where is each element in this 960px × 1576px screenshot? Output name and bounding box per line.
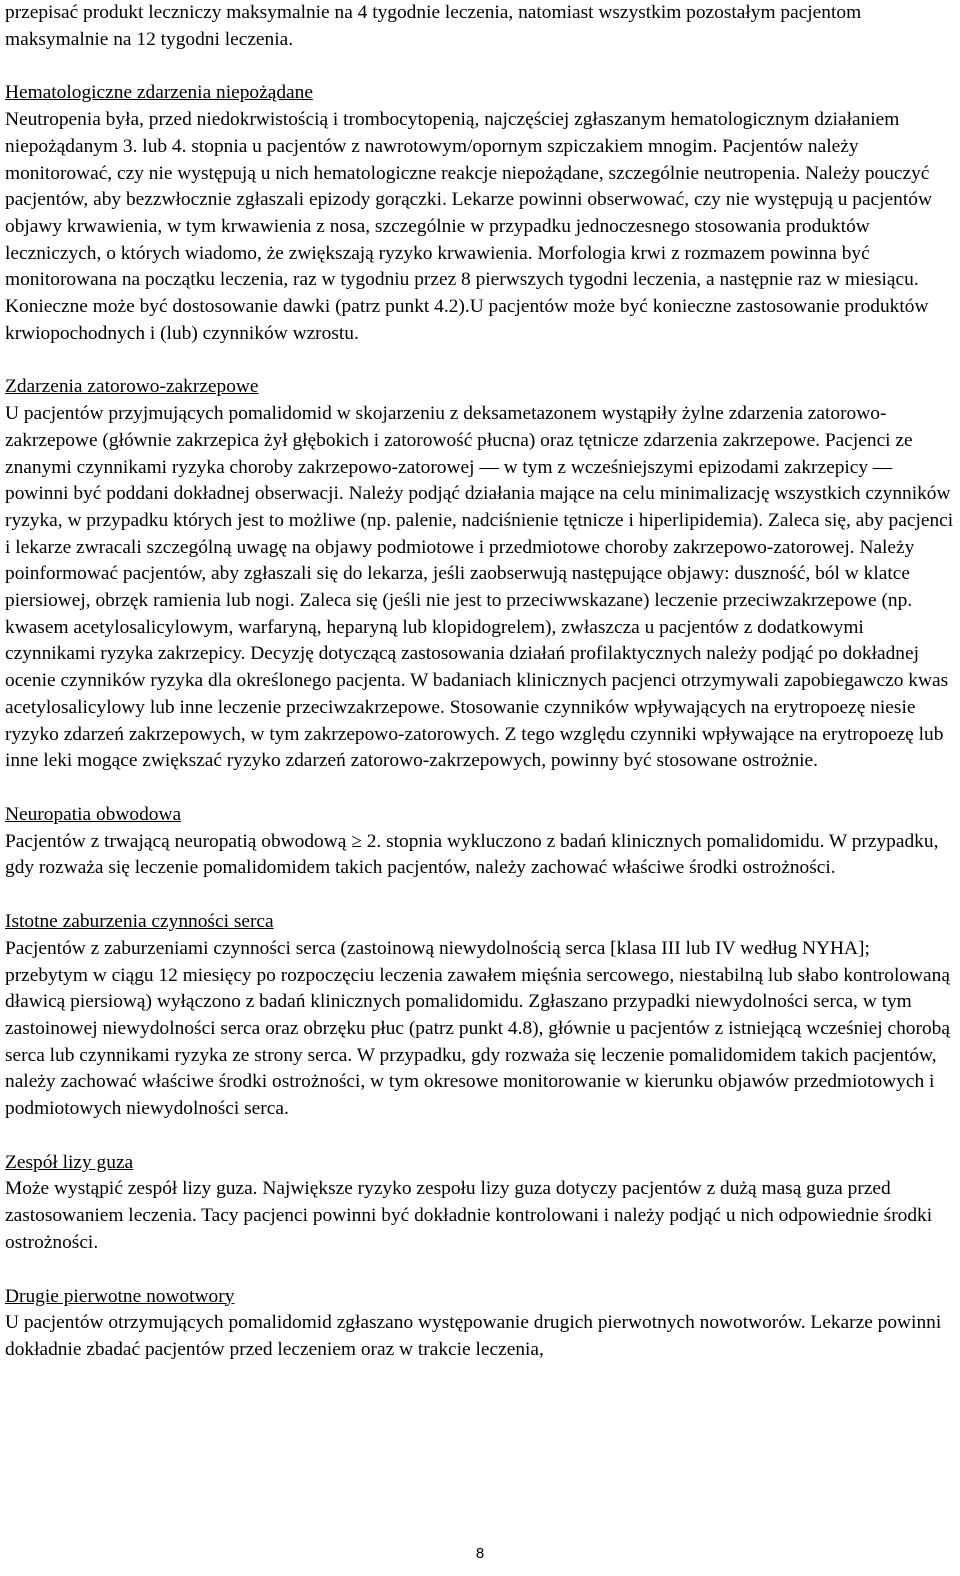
section-thromboembolic bbox=[5, 374, 955, 775]
section-cardiac bbox=[5, 909, 955, 1123]
section-heading: Zespół lizy guza bbox=[5, 1151, 134, 1173]
section-body: Neutropenia była, przed niedokrwistością i trombocytopenią, najczęściej zgłaszanym hematologicznym działaniem niepożądanym 3. lub 4. stopnia u pacjentów z nawrotowym/opornym szpiczakiem mnogim. Pacjentów należy monitorować, czy nie występują u nich hematologiczne reakcje niepożądane, szczególnie neutropenia. Należy pouczyć pacjentów, aby bezzwłocznie zgłaszali epizody gorączki. Lekarze powinni obserwować, czy nie występują u pacjentów objawy krwawienia, w tym krwawienia z nosa, szczególnie w przypadku jednoczesnego stosowania produktów leczniczych, o których wiadomo, że zwiększają ryzyko krwawienia. Morfologia krwi z rozmazem powinna być monitorowana na początku leczenia, raz w tygodniu przez 8 pierwszych tygodni leczenia, a następnie raz w miesiącu. Konieczne może być dostosowanie dawki (patrz punkt 4.2).U pacjentów może być konieczne zastosowanie produktów krwiopochodnych i (lub) czynników wzrostu. bbox=[5, 109, 932, 344]
intro-paragraph: przepisać produkt leczniczy maksymalnie na 4 tygodnie leczenia, natomiast wszystkim pozostałym pacjentom maksymalnie na 12 tygodni leczenia. bbox=[5, 2, 862, 50]
section-body: Pacjentów z trwającą neuropatią obwodową ≥ 2. stopnia wykluczono z badań klinicznych pomalidomidu. W przypadku, gdy rozważa się leczenie pomalidomidem takich pacjentów, należy zachować właściwe środki ostrożności. bbox=[5, 830, 939, 879]
page-number: 8 bbox=[475, 1545, 485, 1562]
section-body: Pacjentów z zaburzeniami czynności serca (zastoinową niewydolnością serca [klasa III lub IV według NYHA]; przebytym w ciągu 12 miesięcy po rozpoczęciu leczenia zawałem mięśnia sercowego, niestabilną lub słabo kontrolowaną dławicą piersiową) wyłączono z badań klinicznych pomalidomidu. Zgłaszano przypadki niewydolności serca, w tym zastoinowej niewydolności serca oraz obrzęku płuc (patrz punkt 4.8), głównie u pacjentów z istniejącą wcześniej chorobą serca lub czynnikami ryzyka ze strony serca. W przypadku, gdy rozważa się leczenie pomalidomidem takich pacjentów, należy zachować właściwe środki ostrożności, w tym okresowe monitorowanie w kierunku objawów przedmiotowych i podmiotowych niewydolności serca. bbox=[5, 937, 950, 1120]
section-body: U pacjentów przyjmujących pomalidomid w skojarzeniu z deksametazonem wystąpiły żylne zdarzenia zatorowo-zakrzepowe (głównie zakrzepica żył głębokich i zatorowość płucna) oraz tętnicze zdarzenia zakrzepowe. Pacjenci ze znanymi czynnikami ryzyka choroby zakrzepowo-zatorowej — w tym z wcześniejszymi epizodami zakrzepicy — powinni być poddani dokładnej obserwacji. Należy podjąć działania mające na celu minimalizację wszystkich czynników ryzyka, w przypadku których jest to możliwe (np. palenie, nadciśnienie tętnicze i hiperlipidemia). Zaleca się, aby pacjenci i lekarze zwracali szczególną uwagę na objawy podmiotowe i przedmiotowe choroby zakrzepowo-zatorowej. Należy poinformować pacjentów, aby zgłaszali się do lekarza, jeśli zaobserwują następujące objawy: duszność, ból w klatce piersiowej, obrzęk ramienia lub nogi. Zaleca się (jeśli nie jest to przeciwwskazane) leczenie przeciwzakrzepowe (np. kwasem acetylosalicylowym, warfaryną, heparyną lub klopidogrelem), zwłaszcza u pacjentów z dodatkowymi czynnikami ryzyka zakrzepicy. Decyzję dotyczącą zastosowania działań profilaktycznych należy podjąć po dokładnej ocenie czynników ryzyka dla określonego pacjenta. W badaniach klinicznych pacjenci otrzymywali zapobiegawczo kwas acetylosalicylowy lub inne leczenie przeciwzakrzepowe. Stosowanie czynników wpływających na erytropoezę niesie ryzyko zdarzeń zakrzepowych, w tym zakrzepowo-zatorowych. Z tego względu czynniki wpływające na erytropoezę lub inne leki mogące zwiększać ryzyko zdarzeń zatorowo-zakrzepowych, powinny być stosowane ostrożnie. bbox=[5, 403, 954, 772]
section-tumor-lysis bbox=[5, 1150, 955, 1257]
section-heading: Zdarzenia zatorowo-zakrzepowe bbox=[5, 376, 259, 398]
section-second-primary bbox=[5, 1284, 955, 1364]
section-heading: Istotne zaburzenia czynności serca bbox=[5, 911, 274, 933]
section-body: U pacjentów otrzymujących pomalidomid zgłaszano występowanie drugich pierwotnych nowotworów. Lekarze powinni dokładnie zbadać pacjentów przed leczeniem oraz w trakcie leczenia, bbox=[5, 1312, 942, 1360]
section-neuropathy bbox=[5, 802, 955, 882]
section-heading: Hematologiczne zdarzenia niepożądane bbox=[5, 82, 313, 104]
section-heading: Drugie pierwotne nowotwory bbox=[5, 1285, 235, 1307]
section-heading: Neuropatia obwodowa bbox=[5, 803, 182, 825]
document-page bbox=[5, 0, 955, 1364]
section-body: Może wystąpić zespół lizy guza. Największe ryzyko zespołu lizy guza dotyczy pacjentów z dużą masą guza przed zastosowaniem leczenia. Tacy pacjenci powinni być dokładnie kontrolowani i należy podjąć u nich odpowiednie środki ostrożności. bbox=[5, 1178, 933, 1253]
section-hematologic bbox=[5, 80, 955, 347]
